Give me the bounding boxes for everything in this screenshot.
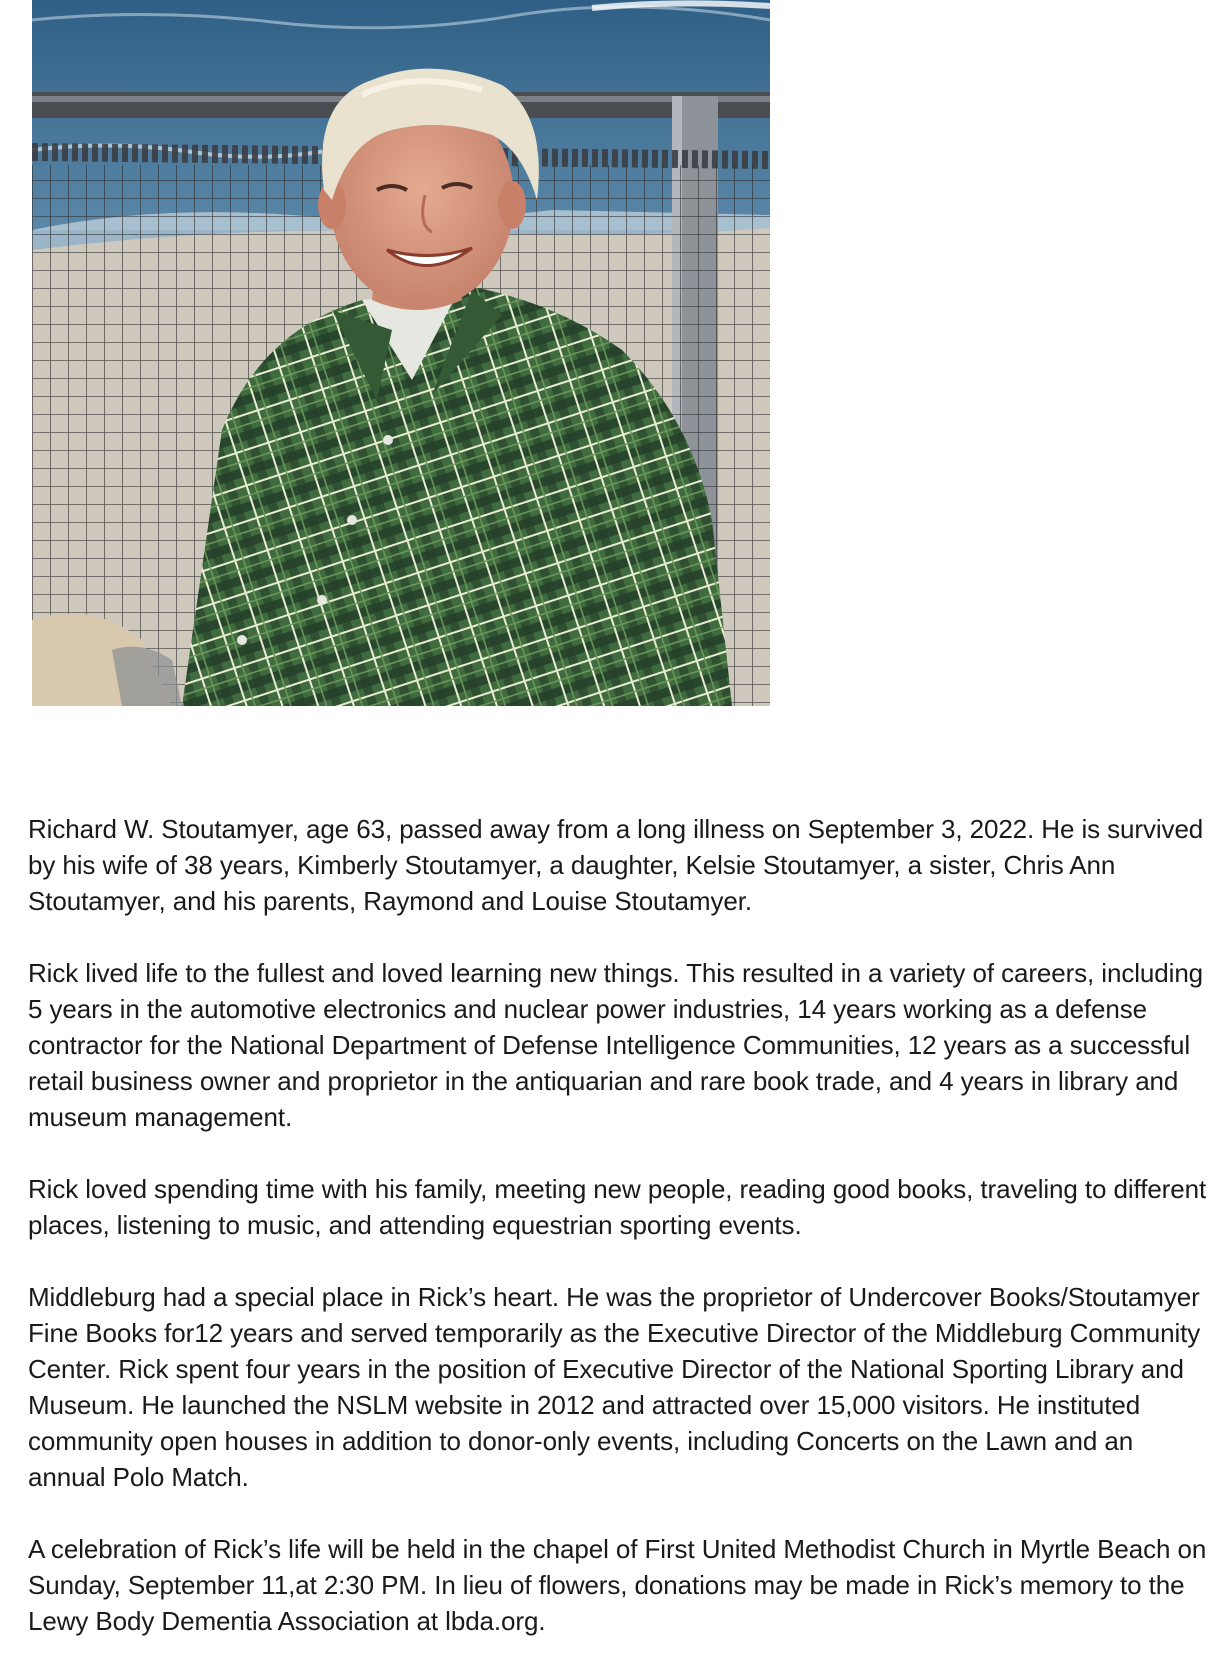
paragraph-family: Richard W. Stoutamyer, age 63, passed away from a long illness on September 3, 2022. He is survived by his wife of 38 years, Kimberly Stoutamyer, a daughter, Kelsie Stoutamyer, a sister, Chris Ann Stoutamyer, and his parents, Raymond and Louise Stoutamyer. [28,814,1204,916]
paragraph-careers: Rick lived life to the fullest and loved learning new things. This resulted in a variety of careers, including 5 years in the automotive electronics and nuclear power industries, 14 years working as a defense contractor for the National Department of Defense Intelligence Communities, 12 years as a successful retail business owner and proprietor in the antiquarian and rare book trade, and 4 years in library and museum management. [28,958,1204,1132]
paragraph-middleburg: Middleburg had a special place in Rick’s heart. He was the proprietor of Undercover Books/Stoutamyer Fine Books for12 years and served temporarily as the Executive Director of the Middleburg Community Center. Rick spent four years in the position of Executive Director of the National Sporting Library and Museum. He launched the NSLM website in 2012 and attracted over 15,000 visitors. He instituted community open houses in addition to donor-only events, including Concerts on the Lawn and an annual Polo Match. [28,1282,1201,1492]
obituary-text [28,811,1208,1675]
portrait-photo-illustration [32,0,770,706]
portrait-photo [32,0,770,706]
paragraph-celebration: A celebration of Rick’s life will be held in the chapel of First United Methodist Church in Myrtle Beach on Sunday, September 11,at 2:30 PM. In lieu of flowers, donations may be made in Rick’s memory to the Lewy Body Dementia Association at lbda.org. [28,1534,1207,1636]
paragraph-interests: Rick loved spending time with his family, meeting new people, reading good books, traveling to different places, listening to music, and attending equestrian sporting events. [28,1174,1207,1240]
